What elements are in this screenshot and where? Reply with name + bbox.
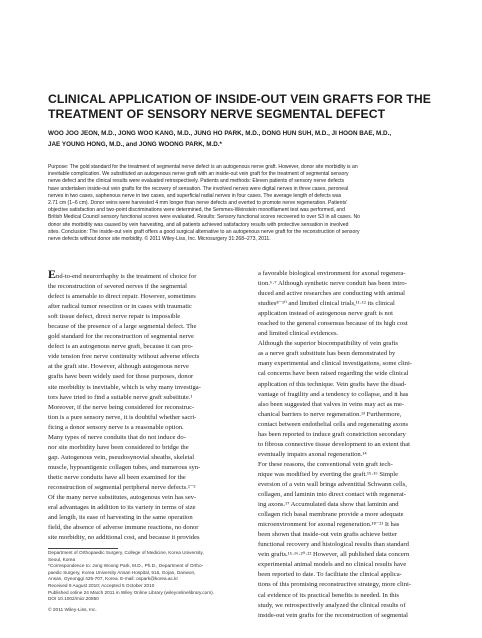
footnote-line: Ansan, Gyeonggi 425-707, Korea. E-mail: ospark@korea.ac.kr — [48, 576, 179, 582]
body-text-line: to fibrous connective tissue development to an extent that — [258, 440, 410, 448]
body-text-line: field, the absence of adverse immune reactions, no donor — [48, 524, 199, 532]
footnote-line: *Correspondence to: Jong Woong Park, M.D., Ph.D., Department of Ortho- — [48, 563, 204, 569]
body-text-line: Moreover, if the nerve being considered for reconstruc- — [48, 403, 195, 411]
body-text-fragment: nd-to-end neurorrhaphy is the treatment of choice for — [56, 273, 197, 280]
article-title — [48, 92, 448, 121]
footnote-divider — [48, 548, 118, 549]
body-text-line: duced and active researches are conducting with animal — [258, 290, 406, 298]
abstract-line: British Medical Council sensory functional scores were evaluated. Results: Sensory functional scores recovered to over S3 in all cases. No — [48, 214, 360, 221]
body-text-line: studies⁸⁻¹⁰ and limited clinical trials,¹¹·¹² its clinical — [258, 300, 395, 308]
body-text-line: at the graft site. However, although autogenous nerve — [48, 363, 189, 371]
body-text-line: tions of this promising reconstructive strategy, more clini- — [258, 581, 412, 589]
body-text-line: For these reasons, the conventional vein graft tech- — [258, 460, 393, 468]
footnote-line: paedic Surgery, Korea University Ansan Hospital, 516, Gojan, Danwon, — [48, 569, 196, 575]
body-text-line: as a nerve graft substitute has been demonstrated by — [258, 350, 396, 358]
footnote-line: Seoul, Korea — [48, 556, 76, 562]
body-text-line: nique was modified by everting the graft.¹⁵·¹⁶ Simple — [258, 470, 399, 478]
body-text-line: application instead of autogenous nerve graft is not — [258, 310, 393, 318]
footnote-line: Published online 24 March 2011 in Wiley Online Library (wileyonlinelibrary.com). — [48, 589, 215, 595]
body-text-line: vein grafts.¹⁵·¹⁶·²⁰·²² However, all published data concern — [258, 551, 410, 559]
abstract-line: nerve defect and the clinical results were evaluated retrospectively. Patients and methods: Eleven patients of sensory nerve defects — [48, 178, 345, 185]
body-text-line: defect is an autogenous nerve graft, because it can pro- — [48, 343, 193, 351]
abstract-line: Purpose: The gold standard for the treatment of segmental nerve defect is an autogenous nerve graft. However, donor site morbidity is an — [48, 164, 358, 170]
author-line: JAE YOUNG HONG, M.D., and JONG WOONG PARK, M.D.* — [48, 141, 222, 148]
body-text-line: application of this technique. Vein grafts have the disad- — [258, 380, 407, 388]
body-text-line: nor site morbidity have been considered to bridge the — [48, 443, 189, 451]
body-text-line: contact between endothelial cells and regenerating axons — [258, 420, 409, 428]
footnote-line: DOI 10.1002/micr.20850 — [48, 596, 99, 602]
body-text-line: tion.⁶·⁷ Although synthetic nerve conduit has been intro- — [258, 280, 407, 288]
footnote-line: Department of Orthopaedic Surgery, College of Medicine, Korea University, — [48, 550, 204, 555]
body-text-line: study, we retrospectively analyzed the clinical results of — [258, 601, 406, 609]
body-text-line: collagen, and laminin into direct contact with regenerat- — [258, 491, 406, 499]
body-column-left — [48, 269, 238, 543]
body-text-line: ficing a donor sensory nerve is a reasonable option. — [48, 423, 184, 431]
body-text-line: ing axons.¹⁷ Accumulated data show that laminin and — [258, 501, 399, 509]
body-text-line: grafts have been widely used for those purposes, donor — [48, 373, 194, 381]
body-text-line: cal concerns have been raised regarding the wide clinical — [258, 370, 409, 378]
body-text-line: and length, its ease of harvesting in the same operation — [48, 514, 193, 522]
body-text-line: eventually impairs axonal regeneration.¹⁴ — [258, 450, 367, 458]
body-text-line: collagen rich basal membrane provide a more adequate — [258, 511, 404, 519]
body-column-right — [258, 269, 448, 621]
body-text-line: Many types of nerve conduits that do not induce do- — [48, 433, 186, 441]
abstract — [48, 164, 448, 243]
abstract-line: nerves in two cases, saphenous nerve in two cases, and superficial radial nerves in four cases. The average length of defects was — [48, 192, 342, 199]
body-text-line: the reconstruction of severed nerves if the segmental — [48, 283, 187, 291]
title-line: TREATMENT OF SENSORY NERVE SEGMENTAL DEFECT — [48, 106, 386, 121]
abstract-line: sites. Conclusion: The inside-out vein graft offers a good surgical alternative to an autogenous nerve graft for the reconstruction of sensory — [48, 228, 360, 235]
body-text-line: reconstruction of segmental peripheral nerve defects.²⁻⁵ — [48, 483, 196, 491]
copyright-notice: © 2011 Wiley-Liss, Inc. — [48, 608, 97, 613]
abstract-line: inevitable complication. We substituted an autogenous nerve graft with an inside-out vein graft for the treatment of segmental sensory — [48, 171, 349, 178]
body-text-line: microenvironment for axonal regeneration.¹⁸⁻²¹ It has — [258, 521, 400, 529]
body-text-line: Of the many nerve substitutes, autogenous vein has sev- — [48, 494, 197, 502]
body-text-line: and limited clinical evidences. — [258, 330, 339, 338]
author-list — [48, 128, 448, 150]
footnote-line: Received 9 August 2010; Accepted 5 October 2010 — [48, 582, 155, 588]
abstract-line: 2.71 cm (1–6 cm). Donor veins were harvested 4 mm longer than nerve defects and everted to promote nerve regeneration. Patients' — [48, 200, 348, 207]
body-text-line: tors have tried to find a suitable nerve graft substitute.¹ — [48, 393, 193, 401]
body-text-line: has been reported to induce graft constriction secondary — [258, 430, 406, 438]
body-text-line: after radical tumor resection or in cases with traumatic — [48, 303, 192, 311]
body-text-line: site morbidity is inevitable, which is why many investiga- — [48, 383, 201, 391]
body-text-line: Although the superior biocompatibility of vein grafts — [258, 340, 398, 348]
body-text-line — [48, 269, 238, 282]
drop-cap: E — [48, 267, 57, 281]
body-text-line: tion is a pure sensory nerve, it is doubtful whether sacri- — [48, 413, 197, 421]
abstract-line: have undertaken inside-out vein grafts for the recovery of sensation. The involved nerves were digital nerves in three cases, peroneal — [48, 185, 349, 192]
body-text-line: eral advantages in addition to its variety in terms of size — [48, 504, 196, 512]
body-text-line: chanical barriers to nerve regeneration.¹³ Furthermore, — [258, 410, 402, 418]
body-text-line: been shown that inside-out vein grafts achieve better — [258, 531, 397, 539]
body-text-line: reached to the general consensus because of its high cost — [258, 320, 408, 328]
abstract-line: nerve defects without donor site morbidity. © 2011 Wiley-Liss, Inc. Microsurgery 31:268–273, 2011. — [48, 236, 271, 243]
footnotes — [48, 550, 238, 603]
body-text-line: many experimental and clinical investigations, some clini- — [258, 360, 412, 368]
body-text-line: vantage of fragility and a tendency to collapse, and it has — [258, 390, 409, 398]
body-text-line: muscle, hypoantigenic collagen tubes, and numerous syn- — [48, 463, 201, 471]
body-text-line: defect is amenable to direct repair. However, sometimes — [48, 293, 196, 301]
body-text-line: vide tension free nerve continuity without adverse effects — [48, 353, 200, 361]
body-text-line: soft tissue defect, direct nerve repair is impossible — [48, 313, 181, 321]
body-text-line: site morbidity, no additional cost, and because it provides — [48, 534, 200, 542]
body-text-line: a favorable biological environment for axonal regenera- — [258, 270, 406, 277]
body-text-line: inside-out vein grafts for the reconstruction of segmental — [258, 611, 408, 619]
body-text-line: also been suggested that valves in veins may act as me- — [258, 400, 405, 408]
body-text-line: cal evidence of its practical benefits is needed. In this — [258, 591, 399, 599]
body-text-line: thetic nerve conduits have all been examined for the — [48, 473, 186, 481]
title-line: CLINICAL APPLICATION OF INSIDE-OUT VEIN GRAFTS FOR THE — [48, 92, 431, 106]
body-text-line: gap. Autogenous vein, pseudosynovial sheaths, skeletal — [48, 453, 195, 461]
body-text-line: because of the presence of a large segmental defect. The — [48, 323, 197, 331]
body-text-line: gold standard for the reconstruction of segmental nerve — [48, 333, 194, 341]
body-text-line: eversion of a vein wall brings adventitial Schwann cells, — [258, 480, 407, 488]
body-text-line: been reported to date. To facilitate the clinical applica- — [258, 571, 402, 579]
body-text-line: experimental animal models and no clinical results have — [258, 561, 407, 569]
body-text-line: functional recovery and histological results than standard — [258, 541, 409, 549]
abstract-line: donor site morbidity was caused by vein harvesting, and all patients achieved satisfactory results with protective sensation in involved — [48, 221, 349, 228]
abstract-line: objective satisfaction and two-point discriminations were determined, the Semmes-Weinstein monofilament test was performed, and — [48, 207, 345, 214]
author-line: WOO JOO JEON, M.D., JONG WOO KANG, M.D., JUNG HO PARK, M.D., DONG HUN SUH, M.D., JI HOON BAE, M.D., — [48, 130, 392, 137]
